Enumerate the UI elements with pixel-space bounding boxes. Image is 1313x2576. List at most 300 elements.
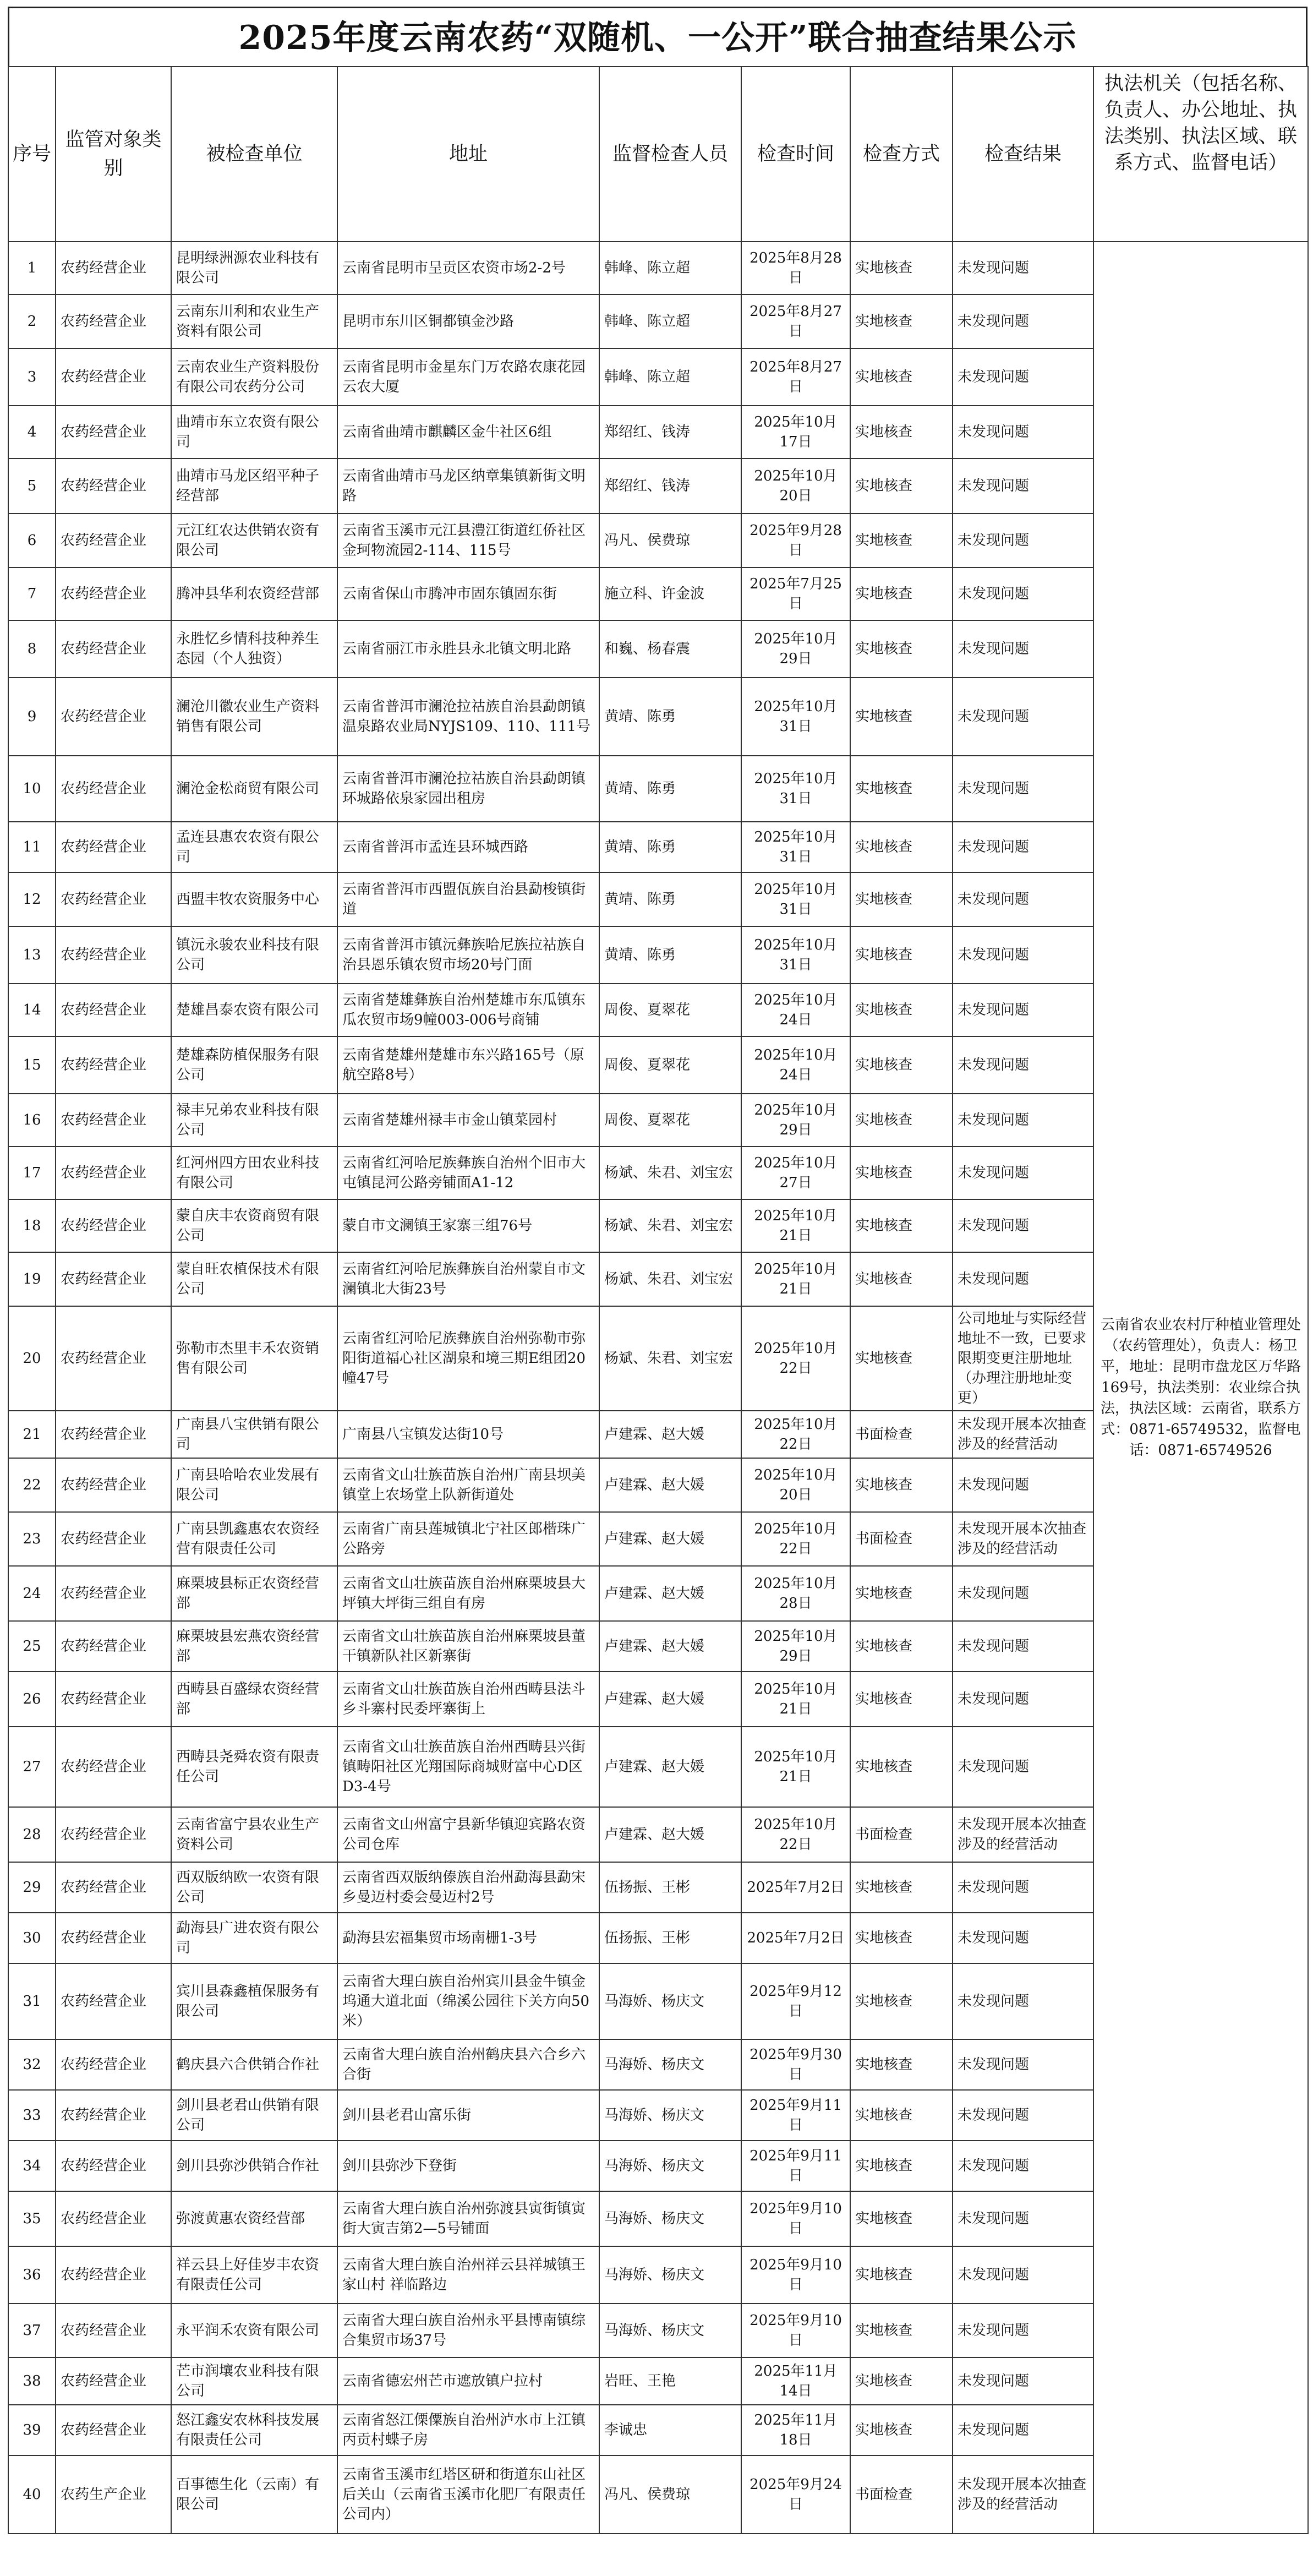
cell-method: 实地核查 [850, 872, 953, 926]
cell-address: 云南省大理白族自治州宾川县金牛镇金坞通大道北面（绵溪公园往下关方向50米） [337, 1963, 599, 2039]
header-method: 检查方式 [850, 67, 953, 242]
cell-no: 33 [8, 2090, 56, 2141]
cell-method: 实地核查 [850, 620, 953, 678]
cell-inspectors: 马海娇、杨庆文 [599, 1963, 741, 2039]
cell-no: 16 [8, 1094, 56, 1147]
cell-inspectors: 马海娇、杨庆文 [599, 2039, 741, 2090]
cell-time: 2025年7月25日 [741, 567, 850, 620]
cell-inspectors: 周俊、夏翠花 [599, 1036, 741, 1094]
cell-result: 未发现问题 [953, 1094, 1093, 1147]
cell-result: 未发现问题 [953, 1566, 1093, 1621]
cell-method: 实地核查 [850, 459, 953, 514]
cell-time: 2025年10月21日 [741, 1727, 850, 1807]
cell-no: 31 [8, 1963, 56, 2039]
cell-no: 12 [8, 872, 56, 926]
cell-unit: 澜沧川徽农业生产资料销售有限公司 [171, 678, 337, 756]
cell-inspectors: 伍扬振、王彬 [599, 1913, 741, 1963]
cell-time: 2025年10月20日 [741, 459, 850, 514]
cell-method: 书面检查 [850, 1411, 953, 1458]
cell-category: 农药经营企业 [56, 348, 171, 406]
cell-address: 云南省昆明市呈贡区农资市场2-2号 [337, 242, 599, 294]
cell-method: 实地核查 [850, 1621, 953, 1672]
cell-inspectors: 卢建霖、赵大媛 [599, 1621, 741, 1672]
cell-method: 实地核查 [850, 2141, 953, 2191]
cell-result: 未发现问题 [953, 567, 1093, 620]
cell-time: 2025年10月21日 [741, 1672, 850, 1727]
cell-category: 农药经营企业 [56, 2191, 171, 2246]
cell-inspectors: 李诚忠 [599, 2405, 741, 2455]
cell-unit: 剑川县老君山供销有限公司 [171, 2090, 337, 2141]
header-inspectors: 监督检查人员 [599, 67, 741, 242]
cell-time: 2025年8月27日 [741, 294, 850, 348]
cell-address: 云南省大理白族自治州永平县博南镇综合集贸市场37号 [337, 2304, 599, 2357]
cell-unit: 西盟丰牧农资服务中心 [171, 872, 337, 926]
header-row [8, 67, 1308, 242]
cell-inspectors: 卢建霖、赵大媛 [599, 1727, 741, 1807]
cell-no: 11 [8, 822, 56, 872]
header-no: 序号 [8, 67, 56, 242]
cell-time: 2025年10月31日 [741, 926, 850, 984]
cell-result: 未发现问题 [953, 242, 1093, 294]
cell-address: 云南省德宏州芒市遮放镇户拉村 [337, 2357, 599, 2405]
header-time: 检查时间 [741, 67, 850, 242]
cell-time: 2025年11月18日 [741, 2405, 850, 2455]
cell-address: 云南省红河哈尼族彝族自治州个旧市大屯镇昆河公路旁铺面A1-12 [337, 1147, 599, 1199]
cell-address: 云南省曲靖市马龙区纳章集镇新街文明路 [337, 459, 599, 514]
cell-result: 未发现开展本次抽查涉及的经营活动 [953, 2455, 1093, 2534]
cell-method: 实地核查 [850, 406, 953, 459]
cell-category: 农药经营企业 [56, 2304, 171, 2357]
cell-inspectors: 冯凡、侯费琼 [599, 514, 741, 567]
cell-method: 实地核查 [850, 294, 953, 348]
cell-time: 2025年10月22日 [741, 1512, 850, 1566]
cell-inspectors: 杨斌、朱君、刘宝宏 [599, 1252, 741, 1306]
cell-address: 云南省曲靖市麒麟区金牛社区6组 [337, 406, 599, 459]
header-authority: 执法机关（包括名称、负责人、办公地址、执法类别、执法区域、联系方式、监督电话） [1093, 67, 1308, 242]
cell-category: 农药经营企业 [56, 1411, 171, 1458]
cell-inspectors: 卢建霖、赵大媛 [599, 1458, 741, 1512]
cell-category: 农药经营企业 [56, 1512, 171, 1566]
cell-inspectors: 和巍、杨春震 [599, 620, 741, 678]
cell-address: 云南省大理白族自治州鹤庆县六合乡六合街 [337, 2039, 599, 2090]
cell-category: 农药经营企业 [56, 1147, 171, 1199]
cell-no: 4 [8, 406, 56, 459]
cell-unit: 勐海县广进农资有限公司 [171, 1913, 337, 1963]
cell-no: 10 [8, 756, 56, 822]
cell-time: 2025年10月22日 [741, 1411, 850, 1458]
cell-address: 云南省楚雄州禄丰市金山镇菜园村 [337, 1094, 599, 1147]
cell-result: 未发现问题 [953, 2191, 1093, 2246]
cell-unit: 广南县凯鑫惠农农资经营有限责任公司 [171, 1512, 337, 1566]
cell-unit: 西畴县百盛绿农资经营部 [171, 1672, 337, 1727]
table-row [8, 242, 1308, 294]
cell-inspectors: 黄靖、陈勇 [599, 822, 741, 872]
cell-no: 18 [8, 1199, 56, 1252]
cell-result: 未发现问题 [953, 984, 1093, 1036]
cell-inspectors: 卢建霖、赵大媛 [599, 1566, 741, 1621]
cell-unit: 楚雄昌泰农资有限公司 [171, 984, 337, 1036]
cell-result: 未发现开展本次抽查涉及的经营活动 [953, 1411, 1093, 1458]
cell-unit: 麻栗坡县宏燕农资经营部 [171, 1621, 337, 1672]
cell-unit: 广南县八宝供销有限公司 [171, 1411, 337, 1458]
cell-time: 2025年9月10日 [741, 2191, 850, 2246]
cell-time: 2025年10月31日 [741, 678, 850, 756]
cell-result: 未发现问题 [953, 2039, 1093, 2090]
cell-category: 农药经营企业 [56, 1807, 171, 1862]
cell-inspectors: 马海娇、杨庆文 [599, 2304, 741, 2357]
cell-category: 农药经营企业 [56, 2039, 171, 2090]
cell-unit: 西畴县尧舜农资有限责任公司 [171, 1727, 337, 1807]
cell-result: 未发现问题 [953, 2405, 1093, 2455]
cell-inspectors: 韩峰、陈立超 [599, 348, 741, 406]
cell-inspectors: 周俊、夏翠花 [599, 1094, 741, 1147]
cell-time: 2025年10月27日 [741, 1147, 850, 1199]
cell-method: 实地核查 [850, 1913, 953, 1963]
results-table [8, 66, 1309, 2534]
cell-unit: 元江红农达供销农资有限公司 [171, 514, 337, 567]
cell-address: 云南省文山壮族苗族自治州麻栗坡县董干镇新队社区新寨街 [337, 1621, 599, 1672]
cell-address: 昆明市东川区铜都镇金沙路 [337, 294, 599, 348]
cell-method: 实地核查 [850, 678, 953, 756]
cell-category: 农药经营企业 [56, 1094, 171, 1147]
cell-address: 广南县八宝镇发达街10号 [337, 1411, 599, 1458]
cell-address: 云南省玉溪市元江县澧江街道红侨社区金珂物流园2-114、115号 [337, 514, 599, 567]
cell-time: 2025年10月21日 [741, 1252, 850, 1306]
cell-category: 农药经营企业 [56, 1199, 171, 1252]
cell-no: 32 [8, 2039, 56, 2090]
cell-category: 农药经营企业 [56, 242, 171, 294]
cell-category: 农药经营企业 [56, 459, 171, 514]
cell-address: 云南省广南县莲城镇北宁社区郎楷珠广公路旁 [337, 1512, 599, 1566]
cell-method: 书面检查 [850, 1807, 953, 1862]
cell-address: 云南省文山州富宁县新华镇迎宾路农资公司仓库 [337, 1807, 599, 1862]
cell-no: 13 [8, 926, 56, 984]
cell-result: 未发现问题 [953, 926, 1093, 984]
cell-unit: 弥渡黄惠农资经营部 [171, 2191, 337, 2246]
cell-method: 实地核查 [850, 242, 953, 294]
cell-no: 40 [8, 2455, 56, 2534]
cell-result: 未发现问题 [953, 1963, 1093, 2039]
cell-category: 农药经营企业 [56, 1913, 171, 1963]
cell-category: 农药经营企业 [56, 984, 171, 1036]
cell-time: 2025年9月24日 [741, 2455, 850, 2534]
cell-no: 8 [8, 620, 56, 678]
cell-inspectors: 卢建霖、赵大媛 [599, 1672, 741, 1727]
cell-no: 17 [8, 1147, 56, 1199]
cell-method: 实地核查 [850, 1727, 953, 1807]
cell-inspectors: 郑绍红、钱涛 [599, 459, 741, 514]
cell-unit: 怒江鑫安农林科技发展有限责任公司 [171, 2405, 337, 2455]
cell-result: 未发现问题 [953, 294, 1093, 348]
cell-no: 30 [8, 1913, 56, 1963]
cell-time: 2025年10月31日 [741, 756, 850, 822]
cell-no: 15 [8, 1036, 56, 1094]
cell-result: 未发现问题 [953, 2090, 1093, 2141]
page-title: 2025年度云南农药“双随机、一公开”联合抽查结果公示 [8, 7, 1307, 66]
cell-category: 农药经营企业 [56, 514, 171, 567]
cell-method: 实地核查 [850, 2090, 953, 2141]
table-body [8, 242, 1308, 2534]
cell-unit: 蒙自旺农植保技术有限公司 [171, 1252, 337, 1306]
cell-no: 3 [8, 348, 56, 406]
cell-category: 农药经营企业 [56, 2090, 171, 2141]
cell-inspectors: 韩峰、陈立超 [599, 242, 741, 294]
cell-category: 农药经营企业 [56, 1862, 171, 1913]
cell-method: 实地核查 [850, 2357, 953, 2405]
cell-no: 23 [8, 1512, 56, 1566]
cell-no: 25 [8, 1621, 56, 1672]
cell-method: 实地核查 [850, 2191, 953, 2246]
cell-unit: 曲靖市马龙区绍平种子经营部 [171, 459, 337, 514]
cell-address: 云南省普洱市镇沅彝族哈尼族拉祜族自治县恩乐镇农贸市场20号门面 [337, 926, 599, 984]
cell-category: 农药经营企业 [56, 2405, 171, 2455]
cell-time: 2025年9月10日 [741, 2304, 850, 2357]
cell-inspectors: 马海娇、杨庆文 [599, 2191, 741, 2246]
cell-no: 29 [8, 1862, 56, 1913]
cell-time: 2025年10月29日 [741, 1094, 850, 1147]
cell-result: 未发现问题 [953, 756, 1093, 822]
cell-address: 剑川县老君山富乐街 [337, 2090, 599, 2141]
cell-method: 书面检查 [850, 1512, 953, 1566]
cell-category: 农药经营企业 [56, 2357, 171, 2405]
cell-inspectors: 黄靖、陈勇 [599, 872, 741, 926]
cell-method: 实地核查 [850, 1963, 953, 2039]
cell-result: 未发现问题 [953, 678, 1093, 756]
cell-method: 实地核查 [850, 514, 953, 567]
cell-result: 未发现问题 [953, 1621, 1093, 1672]
cell-unit: 蒙自庆丰农资商贸有限公司 [171, 1199, 337, 1252]
cell-unit: 腾冲县华利农资经营部 [171, 567, 337, 620]
cell-inspectors: 冯凡、侯费琼 [599, 2455, 741, 2534]
cell-address: 云南省普洱市孟连县环城西路 [337, 822, 599, 872]
cell-unit: 芒市润壤农业科技有限公司 [171, 2357, 337, 2405]
cell-unit: 祥云县上好佳岁丰农资有限责任公司 [171, 2246, 337, 2304]
cell-inspectors: 黄靖、陈勇 [599, 926, 741, 984]
cell-result: 未发现问题 [953, 348, 1093, 406]
cell-address: 云南省大理白族自治州祥云县祥城镇王家山村 祥临路边 [337, 2246, 599, 2304]
cell-method: 书面检查 [850, 2455, 953, 2534]
cell-no: 1 [8, 242, 56, 294]
cell-category: 农药经营企业 [56, 872, 171, 926]
cell-unit: 澜沧金松商贸有限公司 [171, 756, 337, 822]
cell-time: 2025年10月24日 [741, 1036, 850, 1094]
cell-no: 21 [8, 1411, 56, 1458]
cell-result: 未发现问题 [953, 2304, 1093, 2357]
cell-category: 农药经营企业 [56, 1963, 171, 2039]
cell-result: 未发现问题 [953, 620, 1093, 678]
cell-category: 农药经营企业 [56, 822, 171, 872]
cell-category: 农药经营企业 [56, 1621, 171, 1672]
cell-result: 公司地址与实际经营地址不一致，已要求限期变更注册地址（办理注册地址变更） [953, 1306, 1093, 1411]
cell-time: 2025年7月2日 [741, 1862, 850, 1913]
cell-method: 实地核查 [850, 1252, 953, 1306]
cell-address: 云南省红河哈尼族彝族自治州弥勒市弥阳街道福心社区湖泉和境三期E组团20幢47号 [337, 1306, 599, 1411]
cell-time: 2025年10月22日 [741, 1807, 850, 1862]
cell-address: 云南省楚雄彝族自治州楚雄市东瓜镇东瓜农贸市场9幢003-006号商铺 [337, 984, 599, 1036]
cell-address: 云南省文山壮族苗族自治州广南县坝美镇堂上农场堂上队新街道处 [337, 1458, 599, 1512]
cell-unit: 宾川县森鑫植保服务有限公司 [171, 1963, 337, 2039]
cell-inspectors: 马海娇、杨庆文 [599, 2090, 741, 2141]
cell-category: 农药经营企业 [56, 1566, 171, 1621]
cell-no: 22 [8, 1458, 56, 1512]
cell-category: 农药经营企业 [56, 2246, 171, 2304]
cell-unit: 麻栗坡县标正农资经营部 [171, 1566, 337, 1621]
cell-method: 实地核查 [850, 2304, 953, 2357]
cell-unit: 曲靖市东立农资有限公司 [171, 406, 337, 459]
cell-result: 未发现开展本次抽查涉及的经营活动 [953, 1512, 1093, 1566]
cell-address: 蒙自市文澜镇王家寨三组76号 [337, 1199, 599, 1252]
cell-unit: 剑川县弥沙供销合作社 [171, 2141, 337, 2191]
cell-method: 实地核查 [850, 1147, 953, 1199]
cell-method: 实地核查 [850, 1458, 953, 1512]
cell-address: 云南省普洱市西盟佤族自治县勐梭镇街道 [337, 872, 599, 926]
cell-time: 2025年9月30日 [741, 2039, 850, 2090]
cell-inspectors: 韩峰、陈立超 [599, 294, 741, 348]
cell-no: 9 [8, 678, 56, 756]
cell-inspectors: 卢建霖、赵大媛 [599, 1512, 741, 1566]
cell-address: 云南省普洱市澜沧拉祜族自治县勐朗镇温泉路农业局NYJS109、110、111号 [337, 678, 599, 756]
cell-method: 实地核查 [850, 1566, 953, 1621]
cell-result: 未发现问题 [953, 822, 1093, 872]
header-address: 地址 [337, 67, 599, 242]
cell-category: 农药经营企业 [56, 1252, 171, 1306]
cell-result: 未发现问题 [953, 1036, 1093, 1094]
cell-address: 云南省西双版纳傣族自治州勐海县勐宋乡曼迈村委会曼迈村2号 [337, 1862, 599, 1913]
cell-address: 云南省文山壮族苗族自治州西畴县兴街镇畴阳社区光翔国际商城财富中心D区D3-4号 [337, 1727, 599, 1807]
cell-no: 2 [8, 294, 56, 348]
cell-unit: 永平润禾农资有限公司 [171, 2304, 337, 2357]
cell-category: 农药经营企业 [56, 406, 171, 459]
cell-method: 实地核查 [850, 348, 953, 406]
document [8, 7, 1307, 2534]
cell-time: 2025年9月11日 [741, 2141, 850, 2191]
cell-method: 实地核查 [850, 1862, 953, 1913]
cell-inspectors: 马海娇、杨庆文 [599, 2141, 741, 2191]
cell-address: 云南省丽江市永胜县永北镇文明北路 [337, 620, 599, 678]
cell-method: 实地核查 [850, 1094, 953, 1147]
cell-unit: 永胜忆乡情科技种养生态园（个人独资） [171, 620, 337, 678]
cell-result: 未发现问题 [953, 872, 1093, 926]
cell-method: 实地核查 [850, 1306, 953, 1411]
cell-method: 实地核查 [850, 1036, 953, 1094]
cell-time: 2025年8月28日 [741, 242, 850, 294]
cell-result: 未发现问题 [953, 514, 1093, 567]
cell-category: 农药经营企业 [56, 567, 171, 620]
authority-cell: 云南省农业农村厅种植业管理处（农药管理处），负责人：杨卫平，地址：昆明市盘龙区万华路169号，执法类别：农业综合执法，执法区域：云南省，联系方式：0871-65749532，监督电话：0871-65749526 [1093, 242, 1308, 2534]
cell-unit: 镇沅永骏农业科技有限公司 [171, 926, 337, 984]
cell-no: 19 [8, 1252, 56, 1306]
cell-time: 2025年10月24日 [741, 984, 850, 1036]
cell-address: 云南省普洱市澜沧拉祜族自治县勐朗镇环城路依泉家园出租房 [337, 756, 599, 822]
cell-category: 农药经营企业 [56, 1727, 171, 1807]
cell-no: 34 [8, 2141, 56, 2191]
cell-time: 2025年10月29日 [741, 620, 850, 678]
cell-inspectors: 杨斌、朱君、刘宝宏 [599, 1306, 741, 1411]
cell-time: 2025年10月21日 [741, 1199, 850, 1252]
cell-inspectors: 施立科、许金波 [599, 567, 741, 620]
cell-time: 2025年8月27日 [741, 348, 850, 406]
cell-unit: 鹤庆县六合供销合作社 [171, 2039, 337, 2090]
cell-address: 云南省文山壮族苗族自治州西畴县法斗乡斗寨村民委坪寨街上 [337, 1672, 599, 1727]
cell-no: 5 [8, 459, 56, 514]
cell-unit: 红河州四方田农业科技有限公司 [171, 1147, 337, 1199]
cell-result: 未发现问题 [953, 1862, 1093, 1913]
cell-method: 实地核查 [850, 926, 953, 984]
cell-time: 2025年10月28日 [741, 1566, 850, 1621]
cell-address: 勐海县宏福集贸市场南栅1-3号 [337, 1913, 599, 1963]
cell-result: 未发现问题 [953, 406, 1093, 459]
cell-time: 2025年10月17日 [741, 406, 850, 459]
cell-unit: 广南县哈哈农业发展有限公司 [171, 1458, 337, 1512]
cell-no: 26 [8, 1672, 56, 1727]
header-result: 检查结果 [953, 67, 1093, 242]
cell-no: 14 [8, 984, 56, 1036]
cell-unit: 云南农业生产资料股份有限公司农药分公司 [171, 348, 337, 406]
cell-category: 农药经营企业 [56, 1672, 171, 1727]
cell-method: 实地核查 [850, 2405, 953, 2455]
cell-category: 农药经营企业 [56, 926, 171, 984]
cell-no: 20 [8, 1306, 56, 1411]
cell-time: 2025年10月31日 [741, 872, 850, 926]
cell-result: 未发现问题 [953, 2357, 1093, 2405]
cell-result: 未发现问题 [953, 1147, 1093, 1199]
cell-category: 农药经营企业 [56, 678, 171, 756]
cell-no: 39 [8, 2405, 56, 2455]
cell-category: 农药经营企业 [56, 1306, 171, 1411]
cell-result: 未发现问题 [953, 1913, 1093, 1963]
cell-no: 36 [8, 2246, 56, 2304]
cell-result: 未发现问题 [953, 2141, 1093, 2191]
cell-unit: 昆明绿洲源农业科技有限公司 [171, 242, 337, 294]
cell-result: 未发现问题 [953, 1672, 1093, 1727]
cell-method: 实地核查 [850, 567, 953, 620]
cell-unit: 禄丰兄弟农业科技有限公司 [171, 1094, 337, 1147]
cell-method: 实地核查 [850, 2246, 953, 2304]
cell-address: 云南省昆明市金星东门万农路农康花园云农大厦 [337, 348, 599, 406]
cell-inspectors: 黄靖、陈勇 [599, 678, 741, 756]
header-unit: 被检查单位 [171, 67, 337, 242]
cell-no: 38 [8, 2357, 56, 2405]
cell-result: 未发现问题 [953, 1252, 1093, 1306]
cell-no: 35 [8, 2191, 56, 2246]
cell-category: 农药经营企业 [56, 294, 171, 348]
cell-address: 云南省玉溪市红塔区研和街道东山社区后关山（云南省玉溪市化肥厂有限责任公司内） [337, 2455, 599, 2534]
cell-unit: 弥勒市杰里丰禾农资销售有限公司 [171, 1306, 337, 1411]
cell-category: 农药经营企业 [56, 1036, 171, 1094]
cell-unit: 孟连县惠农农资有限公司 [171, 822, 337, 872]
cell-time: 2025年9月11日 [741, 2090, 850, 2141]
cell-unit: 西双版纳欧一农资有限公司 [171, 1862, 337, 1913]
cell-method: 实地核查 [850, 822, 953, 872]
cell-method: 实地核查 [850, 756, 953, 822]
cell-unit: 云南东川利和农业生产资料有限公司 [171, 294, 337, 348]
cell-time: 2025年10月20日 [741, 1458, 850, 1512]
cell-inspectors: 黄靖、陈勇 [599, 756, 741, 822]
cell-method: 实地核查 [850, 1199, 953, 1252]
cell-time: 2025年10月31日 [741, 822, 850, 872]
cell-result: 未发现问题 [953, 1727, 1093, 1807]
cell-time: 2025年9月12日 [741, 1963, 850, 2039]
cell-method: 实地核查 [850, 2039, 953, 2090]
cell-no: 24 [8, 1566, 56, 1621]
cell-address: 云南省保山市腾冲市固东镇固东街 [337, 567, 599, 620]
cell-unit: 云南省富宁县农业生产资料公司 [171, 1807, 337, 1862]
cell-category: 农药经营企业 [56, 1458, 171, 1512]
cell-inspectors: 卢建霖、赵大媛 [599, 1807, 741, 1862]
cell-address: 云南省红河哈尼族彝族自治州蒙自市文澜镇北大街23号 [337, 1252, 599, 1306]
cell-result: 未发现问题 [953, 1199, 1093, 1252]
cell-time: 2025年9月10日 [741, 2246, 850, 2304]
